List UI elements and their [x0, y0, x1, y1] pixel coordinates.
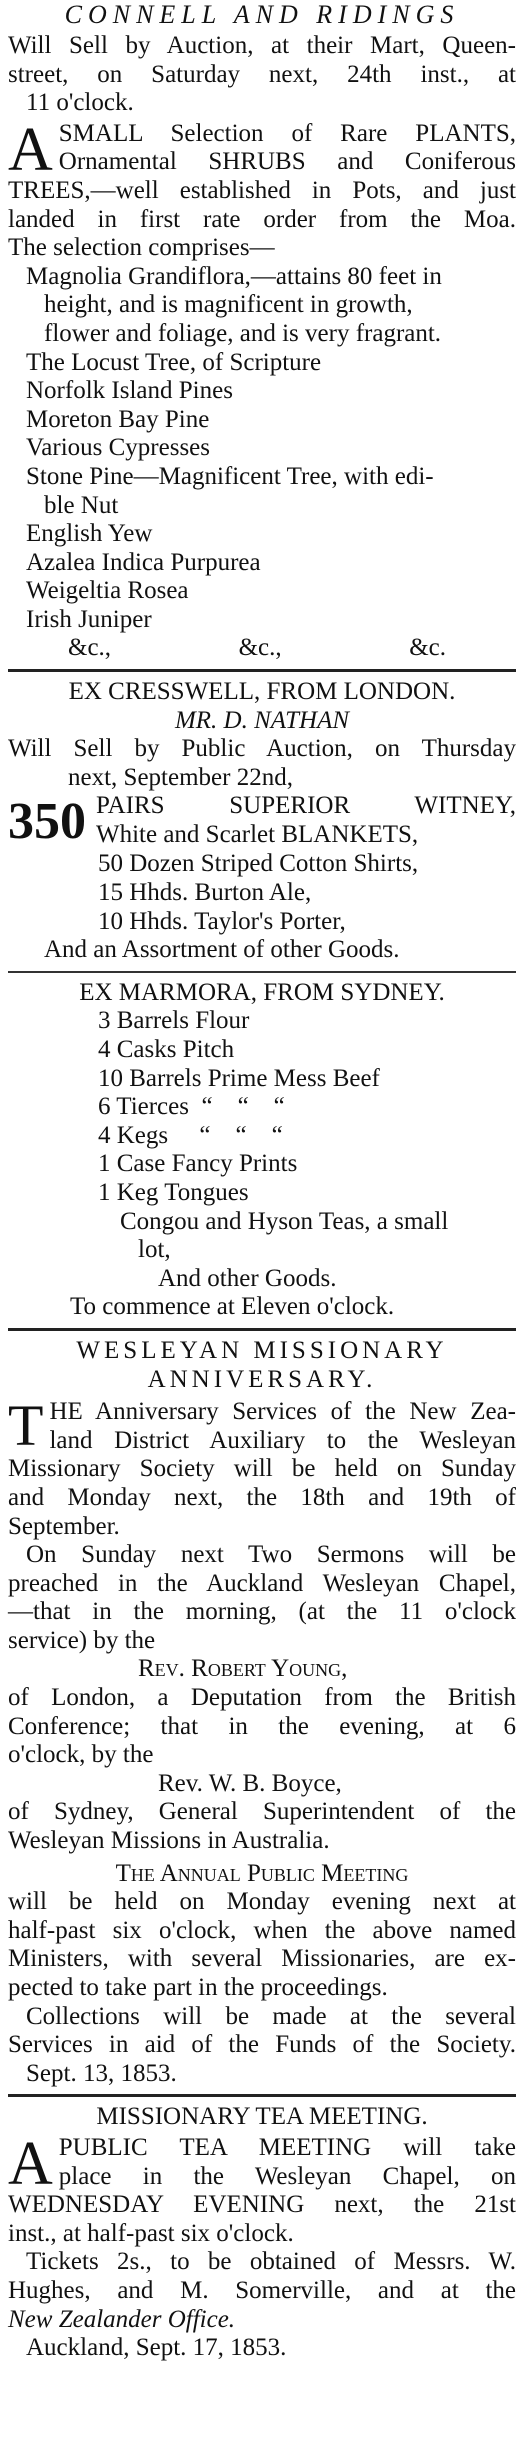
nathan-auction-ad [8, 678, 516, 1322]
drop-cap: A [8, 115, 53, 184]
other-goods: And other Goods. [158, 1264, 337, 1292]
ad-text-line: Missionary Society will be held on Sunday [8, 1455, 516, 1483]
ad-text-line: PUBLIC TEA MEETING will take [58, 2133, 516, 2161]
column-divider [8, 669, 516, 672]
commence-time: To commence at Eleven o'clock. [70, 1293, 395, 1321]
ad-text-line: half-past six o'clock, when the above named [8, 1916, 516, 1944]
lot-line: 50 Dozen Striped Cotton Shirts, [98, 850, 419, 878]
ad-heading: CONNELL AND RIDINGS [64, 0, 460, 29]
lot-line: 10 Hhds. Taylor's Porter, [98, 907, 346, 935]
ad-text-line: Will Sell by Auction, at their Mart, Queen- [8, 32, 516, 59]
plant-item: Norfolk Island Pines [26, 377, 233, 405]
ad-text-line: 11 o'clock. [26, 89, 134, 117]
cargo-item: Congou and Hyson Teas, a small [120, 1207, 449, 1235]
ad-text-line: next, September 22nd, [68, 763, 293, 791]
ad-text-line: land District Auxiliary to the Wesleyan [49, 1426, 516, 1454]
ad-text-line: will be held on Monday evening next at [8, 1888, 516, 1916]
ad-text-line: preached in the Auckland Wesleyan Chapel, [8, 1569, 516, 1597]
ad-text-line: landed in first rate order from the Moa. [8, 205, 516, 233]
ad-text-line: Wesleyan Missions in Australia. [8, 1827, 330, 1855]
plant-item: The Locust Tree, of Scripture [26, 348, 322, 376]
wesleyan-anniversary-ad [8, 1337, 516, 2088]
ad-text-line: Conference; that in the evening, at 6 [8, 1712, 516, 1740]
cargo-item: 4 Kegs “ “ “ [98, 1121, 283, 1149]
cargo-item: 3 Barrels Flour [98, 1007, 250, 1035]
ad-heading: WESLEYAN MISSIONARY [76, 1336, 448, 1364]
section-divider [8, 971, 516, 973]
lot-line: White and Scarlet BLANKETS, [96, 821, 419, 849]
cargo-item: 4 Casks Pitch [98, 1036, 235, 1063]
ad-text-line: Ministers, with several Missionaries, are ex- [8, 1945, 516, 1973]
big-lot [8, 792, 516, 849]
column-divider [8, 2094, 516, 2097]
ad-text-line: place in the Wesleyan Chapel, on [58, 2162, 516, 2190]
ad-text-line: pected to take part in the proceedings. [8, 1974, 388, 2001]
drop-cap-paragraph [8, 1393, 516, 1459]
cargo-item: 10 Barrels Prime Mess Beef [98, 1064, 380, 1092]
etc-mark: &c., [68, 634, 112, 662]
ad-text-line: WEDNESDAY EVENING next, the 21st [8, 2191, 516, 2219]
cargo-item: 6 Tierces “ “ “ [98, 1093, 285, 1121]
ad-text-line: Services in aid of the Funds of the Society. [8, 2031, 516, 2059]
ad-text-line: of London, a Deputation from the British [8, 1684, 516, 1712]
subheading: EX MARMORA, FROM SYDNEY. [79, 978, 445, 1006]
plant-item: flower and foliage, and is very fragrant. [44, 319, 442, 347]
plant-item: Irish Juniper [26, 605, 152, 633]
preacher-name: Rev. W. B. Boyce, [158, 1769, 342, 1797]
ad-text-line: and Monday next, the 18th and 19th of [8, 1483, 516, 1511]
ad-text-line: September. [8, 1512, 120, 1540]
ad-text-line: o'clock, by the [8, 1741, 154, 1769]
drop-cap: A [8, 2129, 53, 2198]
meeting-heading: The Annual Public Meeting [115, 1859, 409, 1887]
ad-heading: MISSIONARY TEA MEETING. [96, 2103, 428, 2131]
preacher-name: Rev. Robert Young, [138, 1655, 348, 1683]
plant-item: English Yew [26, 520, 153, 548]
ad-text-line: —that in the morning, (at the 11 o'clock [8, 1598, 516, 1626]
ad-text-line: TREES,—well established in Pots, and just [8, 176, 516, 204]
ad-text-line: On Sunday next Two Sermons will be [26, 1541, 516, 1569]
missionary-tea-meeting-ad [8, 2103, 516, 2362]
drop-cap: T [8, 1393, 44, 1459]
connell-ridings-auction-ad [8, 0, 516, 663]
auctioneer-name: MR. D. NATHAN [174, 706, 350, 734]
ad-text-line: service) by the [8, 1626, 156, 1654]
plant-item: Magnolia Grandiflora,—attains 80 feet in [26, 262, 442, 290]
lot-line: PAIRS SUPERIOR WITNEY, [96, 792, 516, 820]
drop-cap-paragraph [8, 115, 516, 184]
etc-line [8, 634, 516, 663]
lot-line: 15 Hhds. Burton Ale, [98, 879, 312, 907]
ad-text-line: street, on Saturday next, 24th inst., at [8, 60, 516, 88]
ad-text-line: SMALL Selection of Rare PLANTS, [58, 119, 516, 147]
etc-mark: &c. [409, 634, 446, 662]
ad-heading: EX CRESSWELL, FROM LONDON. [68, 678, 456, 706]
drop-cap-paragraph [8, 2129, 516, 2198]
plant-item: Azalea Indica Purpurea [26, 548, 261, 576]
lot-quantity: 350 [8, 793, 86, 851]
plant-item: Various Cypresses [26, 434, 211, 462]
ad-heading: ANNIVERSARY. [147, 1365, 377, 1393]
column-divider [8, 1328, 516, 1331]
plant-item: Moreton Bay Pine [26, 405, 210, 433]
ad-text-line: Collections will be made at the several [26, 2002, 516, 2030]
ad-text-line: inst., at half-past six o'clock. [8, 2219, 294, 2247]
plant-item: ble Nut [44, 491, 119, 519]
plant-item: Stone Pine—Magnificent Tree, with edi- [26, 462, 434, 490]
notice-date: Auckland, Sept. 17, 1853. [26, 2334, 287, 2362]
ad-text-line: HE Anniversary Services of the New Zea- [49, 1398, 516, 1426]
ad-text-line: of Sydney, General Superintendent of the [8, 1798, 516, 1826]
ad-text-line: The selection comprises— [8, 234, 275, 262]
plant-item: Weigeltia Rosea [26, 577, 189, 605]
etc-mark: &c., [238, 634, 282, 662]
ad-text-line: Will Sell by Public Auction, on Thursday [8, 735, 516, 763]
plant-item: height, and is magnificent in growth, [44, 291, 413, 319]
cargo-item: lot, [138, 1236, 171, 1264]
notice-date: Sept. 13, 1853. [26, 2059, 177, 2087]
ad-text-line: Ornamental SHRUBS and Coniferous [58, 148, 516, 176]
ad-text-line: New Zealander Office. [8, 2305, 236, 2333]
cargo-item: 1 Case Fancy Prints [98, 1150, 298, 1178]
lot-line: And an Assortment of other Goods. [44, 936, 400, 964]
cargo-item: 1 Keg Tongues [98, 1178, 249, 1206]
ad-text-line: Hughes, and M. Somerville, and at the [8, 2276, 516, 2304]
ad-text-line: Tickets 2s., to be obtained of Messrs. W. [26, 2248, 516, 2276]
